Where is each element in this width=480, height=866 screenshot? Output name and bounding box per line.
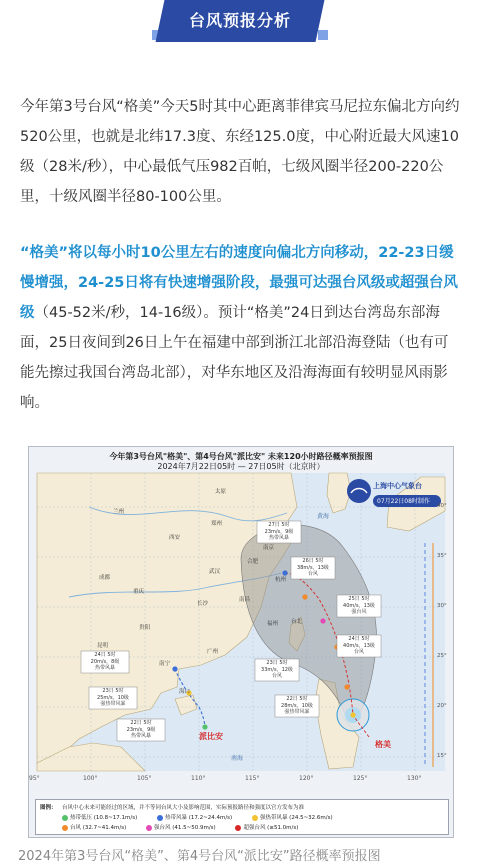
lon-label: 115° xyxy=(245,775,260,782)
city-label: 海口 xyxy=(179,689,191,695)
legend-row-1 xyxy=(62,813,351,821)
city-label: 昆明 xyxy=(97,643,109,649)
legend-dot-icon xyxy=(62,815,68,821)
typhoon2-point-22 xyxy=(202,724,207,729)
legend-label: 图例： xyxy=(40,805,57,811)
forecast-label: 23日 5时 33m/s，12级 台风 xyxy=(261,660,293,679)
legend-item: 强台风 (41.5~50.9m/s) xyxy=(146,823,216,831)
figure-caption: 2024年第3号台风“格美”、第4号台风“派比安”路径概率预报图 xyxy=(18,849,381,864)
city-label: 福州 xyxy=(267,621,279,627)
legend-dot-icon xyxy=(235,825,241,831)
typhoon1-point-25 xyxy=(320,618,325,623)
typhoon-track-map xyxy=(28,446,454,838)
legend-item: 热带低压 (10.8~17.1m/s) xyxy=(62,813,137,821)
legend-item: 台风 (32.7~41.4m/s) xyxy=(62,823,126,831)
city-label: 南昌 xyxy=(239,597,251,603)
typhoon2-point-24 xyxy=(172,666,177,671)
lat-label: 15° xyxy=(437,753,447,759)
city-label: 贵阳 xyxy=(139,625,151,631)
typhoon1-point-26 xyxy=(302,594,307,599)
map-legend xyxy=(35,799,449,835)
paragraph2-highlight: “格美”将以每小时10公里左右的速度向偏北方向移动，22-23日缓慢增强，24-25日将有快速增强阶段，最强可达强台风级或超强台风级 xyxy=(20,245,458,321)
city-label: 成都 xyxy=(99,575,111,581)
city-label: 重庆 xyxy=(133,589,145,595)
forecast-label: 25日 5时 40m/s，13级 强台风 xyxy=(343,596,375,615)
legend-item: 超强台风 (≥51.0m/s) xyxy=(235,823,298,831)
typhoon1-point-22 xyxy=(350,712,355,717)
lat-label: 30° xyxy=(437,603,447,609)
legend-item: 强热带风暴 (24.5~32.6m/s) xyxy=(252,813,333,821)
forecast-label: 24日 5时 20m/s，8级 热带风暴 xyxy=(90,652,120,671)
sea-label-south: 南海 xyxy=(231,755,244,762)
lat-label: 40° xyxy=(437,503,447,509)
forecast-label: 22日 5时 28m/s，10级 强热带风暴 xyxy=(281,696,313,715)
lon-label: 110° xyxy=(191,775,206,782)
lat-label: 25° xyxy=(437,653,447,659)
typhoon1-point-23 xyxy=(344,684,349,689)
legend-note: 台风中心未来可能经过的区域，并不等同台风大小及影响范围，实际预报路径和强度以官方发布为准 xyxy=(62,805,305,811)
paragraph-typhoon-status xyxy=(20,92,460,212)
map-title-line2: 2024年7月22日05时 — 27日05时（北京时） xyxy=(157,462,325,471)
legend-dot-icon xyxy=(146,825,152,831)
forecast-label: 22日 5时 23m/s，9级 热带风暴 xyxy=(126,720,156,739)
header-title: 台风预报分析 xyxy=(188,11,291,30)
city-label: 西安 xyxy=(169,535,181,541)
agency-logo-icon xyxy=(347,479,371,503)
agency-name: 上海中心气象台 xyxy=(373,482,422,490)
city-label: 长沙 xyxy=(197,601,209,607)
legend-row-2 xyxy=(62,823,316,831)
city-label: 合肥 xyxy=(247,559,259,565)
header-banner xyxy=(156,0,325,42)
legend-dot-icon xyxy=(157,815,163,821)
city-label: 杭州 xyxy=(275,577,287,583)
legend-item: 热带风暴 (17.2~24.4m/s) xyxy=(157,813,232,821)
city-label: 武汉 xyxy=(209,569,221,575)
lat-label: 35° xyxy=(437,553,447,559)
map-title-line1: 今年第3号台风"格美"、第4号台风"派比安" 未来120小时路径概率预报图 xyxy=(109,452,373,461)
forecast-label: 24日 5时 40m/s，13级 台风 xyxy=(343,636,375,655)
paragraph2-rest: （45-52米/秒，14-16级）。预计“格美”24日到达台湾岛东部海面，25日夜间到26日上午在福建中部到浙江北部沿海登陆（也有可能先擦过我国台湾岛北部），对华东地区及沿海海面有较明显风雨影响。 xyxy=(20,305,449,411)
legend-dot-icon xyxy=(252,815,258,821)
lon-label: 125° xyxy=(353,775,368,782)
agency-time: 07月22日08时制作 xyxy=(377,498,430,505)
lat-label: 20° xyxy=(437,703,447,709)
lon-label: 105° xyxy=(137,775,152,782)
typhoon1-name: 格美 xyxy=(375,740,391,749)
city-label: 兰州 xyxy=(113,509,125,515)
lon-label: 120° xyxy=(299,775,314,782)
forecast-label: 27日 5时 23m/s，9级 热带风暴 xyxy=(264,522,294,541)
city-label: 郑州 xyxy=(211,521,223,527)
forecast-label: 26日 5时 38m/s，13级 台风 xyxy=(297,558,329,577)
lon-label: 100° xyxy=(83,775,98,782)
city-label: 广州 xyxy=(207,649,219,655)
lon-label: 95° xyxy=(29,775,40,782)
city-label: 南宁 xyxy=(159,661,171,667)
paragraph1-text: 今年第3号台风“格美”今天5时其中心距离菲律宾马尼拉东偏北方向约520公里，也就是北纬17.3度、东经125.0度，中心附近最大风速10级（28米/秒），中心最低气压982百帕，七级风圈半径200-220公里，十级风圈半径80-100公里。 xyxy=(20,99,460,205)
lon-label: 130° xyxy=(407,775,422,782)
forecast-label: 23日 5时 25m/s，10级 强热带风暴 xyxy=(97,688,129,707)
typhoon2-name: 派比安 xyxy=(199,732,223,741)
city-label: 南京 xyxy=(263,545,275,551)
legend-dot-icon xyxy=(62,825,68,831)
city-label: 台北 xyxy=(291,619,303,625)
city-label: 太原 xyxy=(215,489,227,495)
sea-label-yellow: 黄海 xyxy=(317,513,330,520)
paragraph-typhoon-forecast xyxy=(20,238,460,418)
